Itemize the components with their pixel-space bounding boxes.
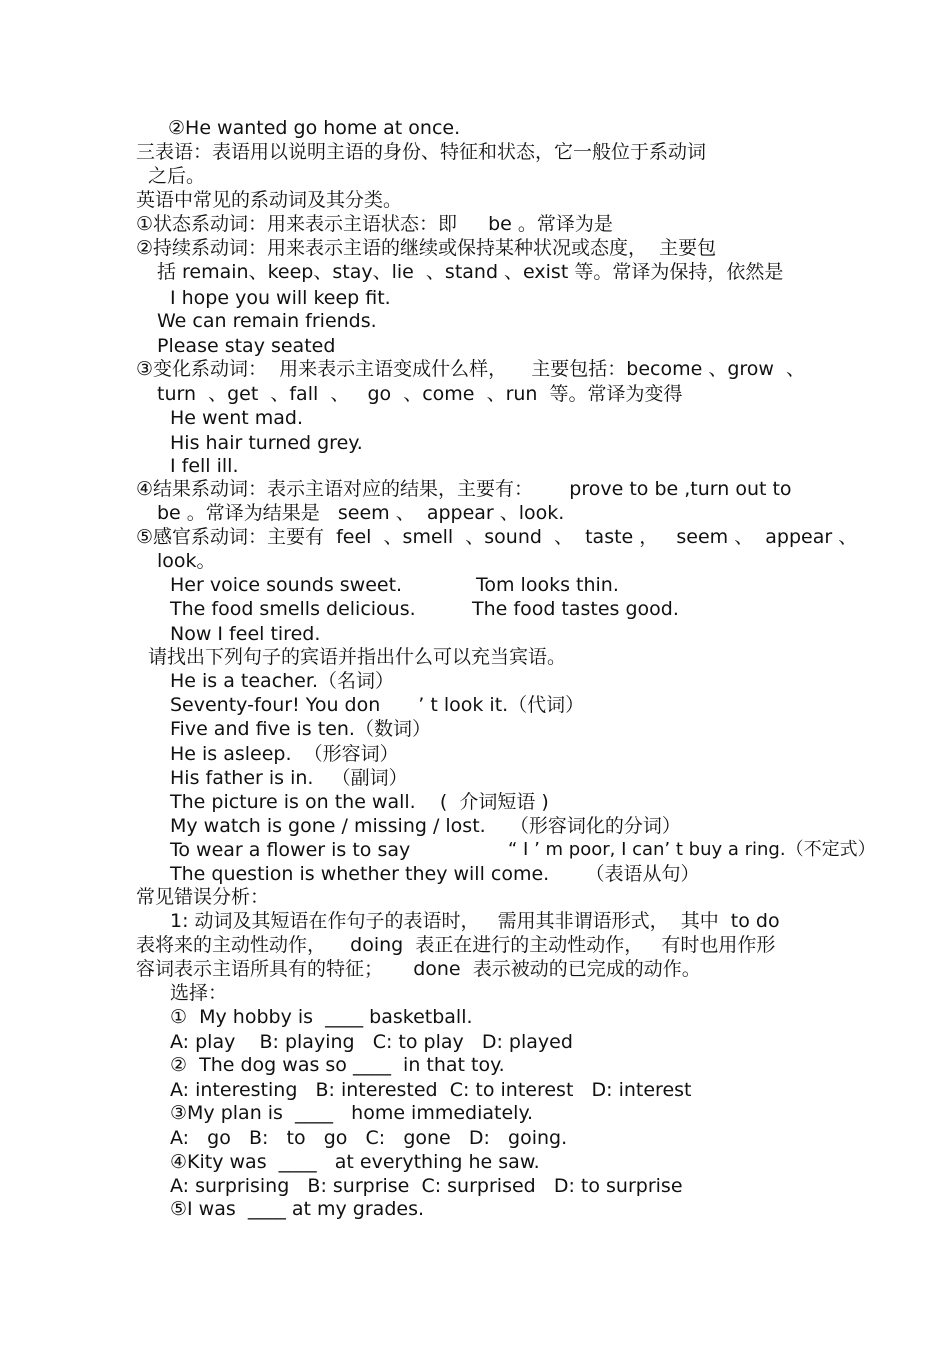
text-line: 括 remain、keep、stay、lie 、stand 、exist 等。常译为保持，依然是	[157, 261, 784, 283]
text-line: To wear a flower is to say	[170, 839, 411, 861]
text-line: Seventy-four! You don ’ t look it.（代词）	[170, 694, 585, 716]
text-line: His father is in. （副词）	[170, 767, 408, 789]
text-line: Five and five is ten.（数词）	[170, 718, 431, 740]
text-line: ⑤I was ____ at my grades.	[170, 1198, 425, 1220]
text-line: ① My hobby is ____ basketball.	[170, 1006, 473, 1028]
text-line: Please stay seated	[157, 335, 336, 357]
text-line: 英语中常见的系动词及其分类。	[136, 189, 403, 211]
text-line: He is a teacher.（名词）	[170, 670, 394, 692]
text-line: 请找出下列句子的宾语并指出什么可以充当宾语。	[148, 646, 567, 668]
text-line: I hope you will keep fit.	[170, 287, 391, 309]
text-line: He is asleep. （形容词）	[170, 743, 399, 765]
text-line: ④Kity was ____ at everything he saw.	[170, 1151, 540, 1173]
text-line: 1: 动词及其短语在作句子的表语时， 需用其非谓语形式， 其中 to do	[170, 910, 780, 932]
text-line: ②持续系动词：用来表示主语的继续或保持某种状况或态度， 主要包	[136, 237, 717, 259]
text-line: Her voice sounds sweet.	[170, 574, 403, 596]
text-line: A: play B: playing C: to play D: played	[170, 1031, 573, 1053]
text-line: Tom looks thin.	[476, 574, 619, 596]
text-line: The question is whether they will come. （表语从句）	[170, 863, 700, 885]
text-line: 表将来的主动性动作， doing 表正在进行的主动性动作， 有时也用作形	[136, 934, 776, 956]
text-line: A: surprising B: surprise C: surprised D: to surprise	[170, 1175, 683, 1197]
text-line: We can remain friends.	[157, 310, 377, 332]
text-line: He went mad.	[170, 407, 304, 429]
text-line: A: go B: to go C: gone D: going.	[170, 1127, 568, 1149]
text-line: look。	[157, 550, 216, 572]
text-line: The picture is on the wall. ( 介词短语 )	[170, 791, 549, 813]
text-line: The food tastes good.	[472, 598, 679, 620]
text-line: 选择：	[170, 982, 228, 1004]
text-line: “ I ’ m poor, I can’ t buy a ring.（不定式）	[508, 839, 876, 860]
text-line: 三表语：表语用以说明主语的身份、特征和状态，它一般位于系动词	[136, 141, 707, 163]
text-line: 之后。	[148, 165, 206, 187]
text-line: The food smells delicious.	[170, 598, 416, 620]
text-line: ④结果系动词：表示主语对应的结果，主要有： prove to be ,turn out to	[136, 478, 792, 500]
text-line: turn 、get 、fall 、 go 、come 、run 等。常译为变得	[157, 383, 683, 405]
text-line: ③变化系动词： 用来表示主语变成什么样， 主要包括：become 、grow 、	[136, 358, 806, 380]
text-line: ①状态系动词：用来表示主语状态：即 be 。常译为是	[136, 213, 613, 235]
text-line: 常见错误分析：	[136, 886, 270, 908]
text-line: ②He wanted go home at once.	[168, 117, 461, 139]
text-line: 容词表示主语所具有的特征； done 表示被动的已完成的动作。	[136, 958, 701, 980]
text-line: His hair turned grey.	[170, 432, 363, 454]
text-line: My watch is gone / missing / lost. （形容词化的分词）	[170, 815, 681, 837]
text-line: ③My plan is ____ home immediately.	[170, 1102, 534, 1124]
text-line: I fell ill.	[170, 455, 239, 477]
text-line: be 。常译为结果是 seem 、 appear 、look.	[157, 502, 565, 524]
text-line: Now I feel tired.	[170, 623, 321, 645]
text-line: ⑤感官系动词：主要有 feel 、smell 、sound 、 taste ， seem 、 appear 、	[136, 526, 858, 548]
text-line: A: interesting B: interested C: to interest D: interest	[170, 1079, 692, 1101]
text-line: ② The dog was so ____ in that toy.	[170, 1054, 505, 1076]
